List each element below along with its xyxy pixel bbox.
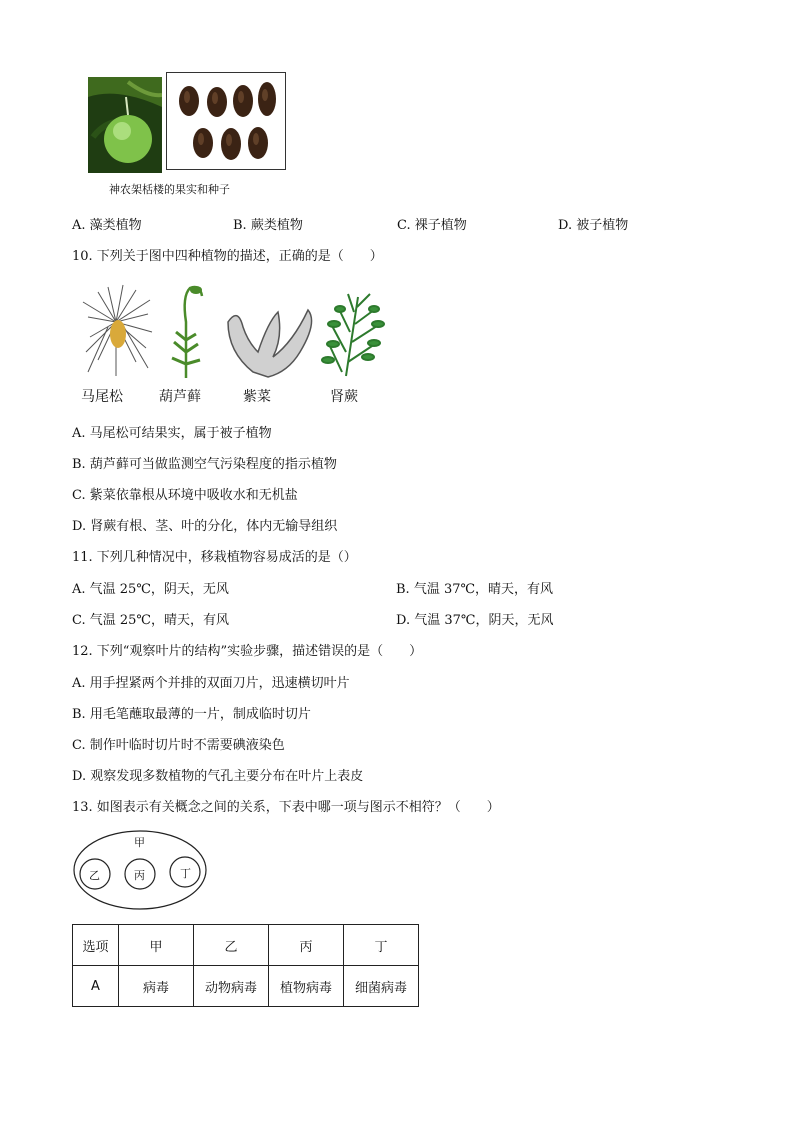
- q12-option-b: B. 用毛笔蘸取最薄的一片，制成临时切片: [72, 707, 311, 722]
- table-header-row: [73, 925, 419, 966]
- q11-option-d: D. 气温 37℃，阴天，无风: [396, 613, 554, 628]
- q9-option-b: B. 蕨类植物: [233, 218, 303, 233]
- q11-option-a: A. 气温 25℃，阴天，无风: [72, 582, 229, 597]
- table-header-cell: 选项: [73, 925, 119, 966]
- q12-stem: 12. 下列“观察叶片的结构”实验步骤，描述错误的是（ ）: [72, 644, 423, 659]
- diagram-label-jia: 甲: [134, 836, 145, 849]
- table-row: [73, 966, 419, 1007]
- q9-option-c: C. 裸子植物: [397, 218, 467, 233]
- seaweed-icon: [228, 310, 312, 377]
- figure-caption: 神农架栝楼的果实和种子: [109, 183, 230, 196]
- seeds-image: [166, 72, 286, 170]
- q11-option-b: B. 气温 37℃，晴天，有风: [396, 582, 554, 597]
- table-cell: 植物病毒: [269, 966, 344, 1007]
- q12-option-a: A. 用手捏紧两个并排的双面刀片，迅速横切叶片: [72, 676, 350, 691]
- q10-option-b: B. 葫芦藓可当做监测空气污染程度的指示植物: [72, 457, 337, 472]
- table-header-cell: 乙: [194, 925, 269, 966]
- table-cell: 病毒: [119, 966, 194, 1007]
- q10-stem: 10. 下列关于图中四种植物的描述，正确的是（ ）: [72, 249, 383, 264]
- plant-label-fern: 肾蕨: [330, 389, 358, 405]
- q12-option-d: D. 观察发现多数植物的气孔主要分布在叶片上表皮: [72, 769, 364, 784]
- plant-images: [78, 282, 398, 380]
- q13-stem: 13. 如图表示有关概念之间的关系，下表中哪一项与图示不相符？（ ）: [72, 800, 500, 815]
- table-cell: 细菌病毒: [344, 966, 419, 1007]
- table-header-cell: 丙: [269, 925, 344, 966]
- q10-option-a: A. 马尾松可结果实，属于被子植物: [72, 426, 272, 441]
- q12-option-c: C. 制作叶临时切片时不需要碘液染色: [72, 738, 285, 753]
- options-table: [72, 924, 419, 1007]
- q9-option-d: D. 被子植物: [558, 218, 629, 233]
- q9-option-a: A. 藻类植物: [72, 218, 142, 233]
- plant-label-pine: 马尾松: [81, 389, 123, 405]
- q11-stem: 11. 下列几种情况中，移栽植物容易成活的是（）: [72, 550, 357, 565]
- fruit-photo: [88, 77, 162, 173]
- q10-option-c: C. 紫菜依靠根从环境中吸收水和无机盐: [72, 488, 298, 503]
- table-cell: 动物病毒: [194, 966, 269, 1007]
- table-header-cell: 甲: [119, 925, 194, 966]
- table-header-cell: 丁: [344, 925, 419, 966]
- diagram-label-yi: 乙: [89, 869, 100, 882]
- fern-icon: [322, 294, 384, 376]
- q11-option-c: C. 气温 25℃，晴天，有风: [72, 613, 229, 628]
- plant-label-moss: 葫芦藓: [159, 389, 201, 405]
- diagram-label-bing: 丙: [134, 869, 145, 882]
- table-cell: A: [73, 966, 119, 1007]
- diagram-label-ding: 丁: [180, 867, 191, 880]
- q10-option-d: D. 肾蕨有根、茎、叶的分化，体内无输导组织: [72, 519, 338, 534]
- moss-icon: [172, 286, 202, 378]
- plant-label-seaweed: 紫菜: [243, 389, 271, 405]
- concept-diagram: [72, 828, 212, 912]
